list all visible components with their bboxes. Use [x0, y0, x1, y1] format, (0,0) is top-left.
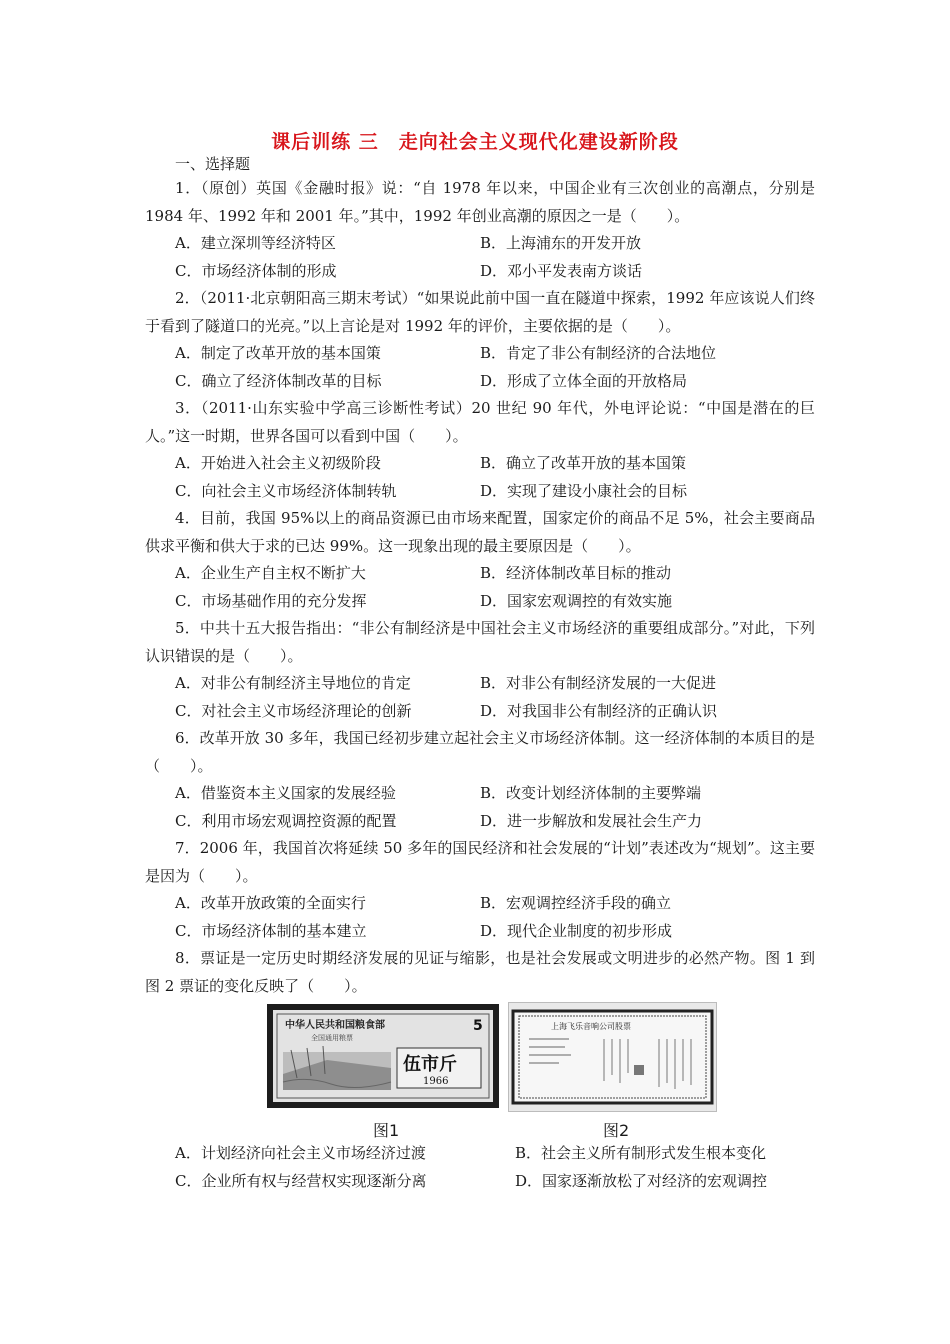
question-stem: 7．2006 年，我国首次将延续 50 多年的国民经济和社会发展的“计划”表述改为“规划”。这主要是因为（ ）。: [145, 839, 815, 885]
option-a: A．改革开放政策的全面实行: [175, 894, 366, 912]
option-c: C．市场经济体制的形成: [175, 261, 337, 280]
certificate-header: 上海飞乐音响公司股票: [551, 1022, 631, 1031]
option-b: B．肯定了非公有制经济的合法地位: [480, 344, 717, 362]
option-d: D．国家逐渐放松了对经济的宏观调控: [515, 1171, 768, 1190]
page-title: 课后训练 三 走向社会主义现代化建设新阶段: [271, 131, 679, 153]
question-stem: 3．（2011·山东实验中学高三诊断性考试）20 世纪 90 年代，外电评论说：“中国是潜在的巨人。”这一时期，世界各国可以看到中国（ ）。: [145, 399, 815, 445]
figure-2-caption: 图2: [603, 1121, 630, 1140]
option-c: C．市场基础作用的充分发挥: [175, 591, 367, 610]
option-d: D．国家宏观调控的有效实施: [480, 591, 673, 610]
question-stem: 1．（原创）英国《金融时报》说：“自 1978 年以来，中国企业有三次创业的高潮点，分别是 1984 年、1992 年和 2001 年。”其中，1992 年创业高潮的原因之一是（ ）。: [145, 179, 815, 225]
question-stem: 4．目前，我国 95%以上的商品资源已由市场来配置，国家定价的商品不足 5%，社会主要商品供求平衡和供大于求的已达 99%。这一现象出现的最主要原因是（ ）。: [145, 509, 815, 555]
option-d: D．进一步解放和发展社会生产力: [480, 811, 703, 830]
option-c: C．确立了经济体制改革的目标: [175, 371, 382, 390]
option-b: B．宏观调控经济手段的确立: [480, 894, 672, 912]
figure-captions: [145, 1118, 815, 1140]
coupon-subheader: 全国通用粮票: [311, 1034, 353, 1042]
options-grid: [145, 890, 815, 945]
section-heading: 一、选择题: [175, 155, 251, 173]
options-grid: [145, 1140, 815, 1195]
question-stem: 5．中共十五大报告指出：“非公有制经济是中国社会主义市场经济的重要组成部分。”对此，下列认识错误的是（ ）。: [145, 619, 815, 665]
figure-1-caption: 图1: [373, 1121, 400, 1140]
question-stem: 2．（2011·北京朝阳高三期末考试）“如果说此前中国一直在隧道中探索，1992 年应该说人们终于看到了隧道口的光亮。”以上言论是对 1992 年的评价，主要依据的是（ ）。: [145, 289, 815, 335]
option-d: D．实现了建设小康社会的目标: [480, 481, 688, 500]
option-d: D．形成了立体全面的开放格局: [480, 371, 688, 390]
figure-row: [145, 1000, 815, 1118]
option-b: B．经济体制改革目标的推动: [480, 564, 672, 582]
option-a: A．企业生产自主权不断扩大: [175, 564, 366, 582]
option-d: D．邓小平发表南方谈话: [480, 261, 643, 280]
option-d: D．现代企业制度的初步形成: [480, 921, 673, 940]
question-stem: 6．改革开放 30 多年，我国已经初步建立起社会主义市场经济体制。这一经济体制的本质目的是（ ）。: [145, 729, 815, 775]
stock-certificate-image: [508, 1002, 717, 1112]
options-grid: [145, 450, 815, 505]
option-d: D．对我国非公有制经济的正确认识: [480, 701, 718, 720]
option-c: C．企业所有权与经营权实现逐渐分离: [175, 1171, 427, 1190]
option-c: C．对社会主义市场经济理论的创新: [175, 701, 412, 720]
option-a: A．开始进入社会主义初级阶段: [175, 454, 381, 472]
option-b: B．确立了改革开放的基本国策: [480, 454, 687, 472]
option-b: B．对非公有制经济发展的一大促进: [480, 674, 717, 692]
options-grid: [145, 230, 815, 285]
option-b: B．上海浦东的开发开放: [480, 234, 642, 252]
options-grid: [145, 340, 815, 395]
option-c: C．市场经济体制的基本建立: [175, 921, 367, 940]
dam-illustration-icon: [283, 1046, 391, 1090]
option-c: C．利用市场宏观调控资源的配置: [175, 811, 397, 830]
ration-coupon-image: [267, 1004, 499, 1108]
option-b: B．改变计划经济体制的主要弊端: [480, 784, 702, 802]
option-a: A．对非公有制经济主导地位的肯定: [175, 674, 411, 692]
seal-icon: [634, 1065, 644, 1075]
coupon-year: 1966: [423, 1076, 449, 1087]
coupon-header: 中华人民共和国粮食部: [285, 1020, 385, 1031]
options-grid: [145, 670, 815, 725]
option-a: A．建立深圳等经济特区: [175, 234, 336, 252]
question-list: [145, 175, 815, 1195]
option-b: B．社会主义所有制形式发生根本变化: [515, 1144, 767, 1162]
option-a: A．制定了改革开放的基本国策: [175, 344, 381, 362]
options-grid: [145, 560, 815, 615]
question-stem: 8．票证是一定历史时期经济发展的见证与缩影，也是社会发展或文明进步的必然产物。图 1 到图 2 票证的变化反映了（ ）。: [145, 949, 815, 995]
options-grid: [145, 780, 815, 835]
option-c: C．向社会主义市场经济体制转轨: [175, 481, 397, 500]
option-a: A．借鉴资本主义国家的发展经验: [175, 784, 396, 802]
coupon-value: 伍市斤: [403, 1054, 457, 1075]
option-a: A．计划经济向社会主义市场经济过渡: [175, 1144, 426, 1162]
coupon-number: 5: [473, 1018, 483, 1034]
